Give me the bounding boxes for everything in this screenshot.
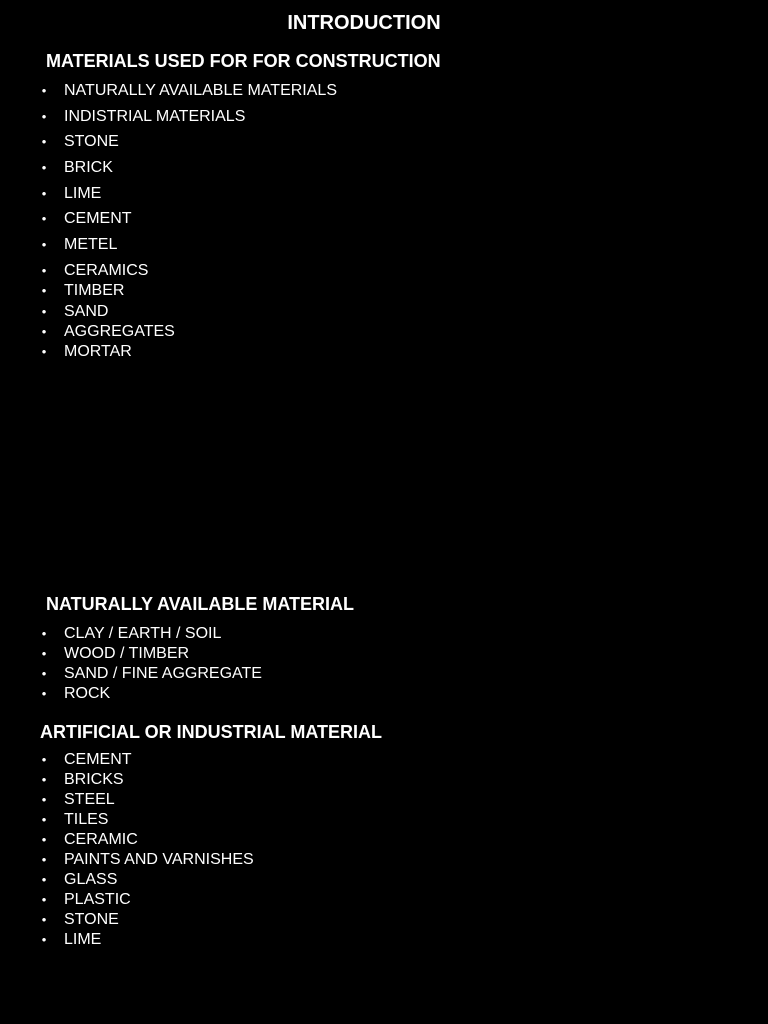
bullet-icon: • xyxy=(41,686,47,701)
list-item-text: BRICKS xyxy=(64,771,124,788)
list-item-text: BRICK xyxy=(64,159,113,177)
list-item xyxy=(40,684,262,704)
list-item xyxy=(40,322,337,342)
bullet-icon: • xyxy=(41,646,47,661)
list-item-text: STONE xyxy=(64,911,119,928)
bullet-icon: • xyxy=(41,344,47,360)
list-item xyxy=(40,830,254,850)
materials-heading: MATERIALS USED FOR FOR CONSTRUCTION xyxy=(46,51,441,71)
list-item-text: CERAMICS xyxy=(64,261,149,279)
list-item xyxy=(40,81,337,107)
bullet-icon: • xyxy=(41,752,47,767)
bullet-icon: • xyxy=(41,323,47,339)
bullet-icon: • xyxy=(41,792,47,807)
natural-materials-heading: NATURALLY AVAILABLE MATERIAL xyxy=(46,594,354,614)
bullet-icon: • xyxy=(41,134,47,150)
list-item xyxy=(40,890,254,910)
list-item xyxy=(40,624,262,644)
bullet-icon: • xyxy=(41,185,47,201)
list-item-text: SAND xyxy=(64,302,109,320)
list-item-text: ROCK xyxy=(64,685,111,702)
list-item xyxy=(40,910,254,930)
list-item-text: CEMENT xyxy=(64,751,132,768)
list-item xyxy=(40,261,337,281)
artificial-materials-heading: ARTIFICIAL OR INDUSTRIAL MATERIAL xyxy=(40,722,382,742)
page-title: INTRODUCTION xyxy=(287,12,441,34)
list-item-text: NATURALLY AVAILABLE MATERIALS xyxy=(64,82,337,99)
list-item-text: LIME xyxy=(64,184,102,202)
list-item-text: CEMENT xyxy=(64,210,132,228)
list-item xyxy=(40,850,254,870)
bullet-icon: • xyxy=(41,892,47,907)
list-item-text: WOOD / TIMBER xyxy=(64,645,190,662)
list-item-text: GLASS xyxy=(64,871,118,888)
list-item-text: CLAY / EARTH / SOIL xyxy=(64,625,222,642)
list-item xyxy=(40,184,337,210)
bullet-icon: • xyxy=(41,932,47,947)
list-item xyxy=(40,810,254,830)
bullet-icon: • xyxy=(41,772,47,787)
natural-materials-list xyxy=(40,624,262,704)
list-item xyxy=(40,770,254,790)
bullet-icon: • xyxy=(41,666,47,681)
bullet-icon: • xyxy=(41,211,47,227)
bullet-icon: • xyxy=(41,160,47,176)
list-item-text: METEL xyxy=(64,236,118,254)
list-item xyxy=(40,790,254,810)
list-item xyxy=(40,870,254,890)
list-item xyxy=(40,644,262,664)
list-item-text: LIME xyxy=(64,931,102,948)
bullet-icon: • xyxy=(41,262,47,278)
list-item xyxy=(40,750,254,770)
list-item-text: CERAMIC xyxy=(64,831,138,848)
list-item xyxy=(40,302,337,322)
list-item-text: TILES xyxy=(64,811,109,828)
list-item xyxy=(40,132,337,158)
list-item xyxy=(40,342,337,362)
list-item xyxy=(40,235,337,261)
bullet-icon: • xyxy=(41,303,47,319)
list-item xyxy=(40,209,337,235)
bullet-icon: • xyxy=(41,852,47,867)
bullet-icon: • xyxy=(41,832,47,847)
list-item-text: INDISTRIAL MATERIALS xyxy=(64,107,246,125)
list-item xyxy=(40,664,262,684)
list-item-text: STEEL xyxy=(64,791,115,808)
list-item xyxy=(40,281,337,301)
bullet-icon: • xyxy=(41,237,47,253)
bullet-icon: • xyxy=(41,283,47,299)
bullet-icon: • xyxy=(41,108,47,124)
list-item-text: TIMBER xyxy=(64,282,125,300)
bullet-icon: • xyxy=(41,912,47,927)
artificial-materials-list xyxy=(40,750,254,950)
bullet-icon: • xyxy=(41,626,47,641)
bullet-icon: • xyxy=(41,83,47,98)
list-item-text: AGGREGATES xyxy=(64,322,175,340)
list-item xyxy=(40,930,254,950)
list-item xyxy=(40,107,337,133)
list-item-text: MORTAR xyxy=(64,343,132,361)
list-item-text: STONE xyxy=(64,133,119,151)
bullet-icon: • xyxy=(41,872,47,887)
bullet-icon: • xyxy=(41,812,47,827)
list-item-text: PAINTS AND VARNISHES xyxy=(64,851,254,868)
materials-list xyxy=(40,81,337,363)
list-item xyxy=(40,158,337,184)
list-item-text: SAND / FINE AGGREGATE xyxy=(64,665,262,682)
list-item-text: PLASTIC xyxy=(64,891,131,908)
